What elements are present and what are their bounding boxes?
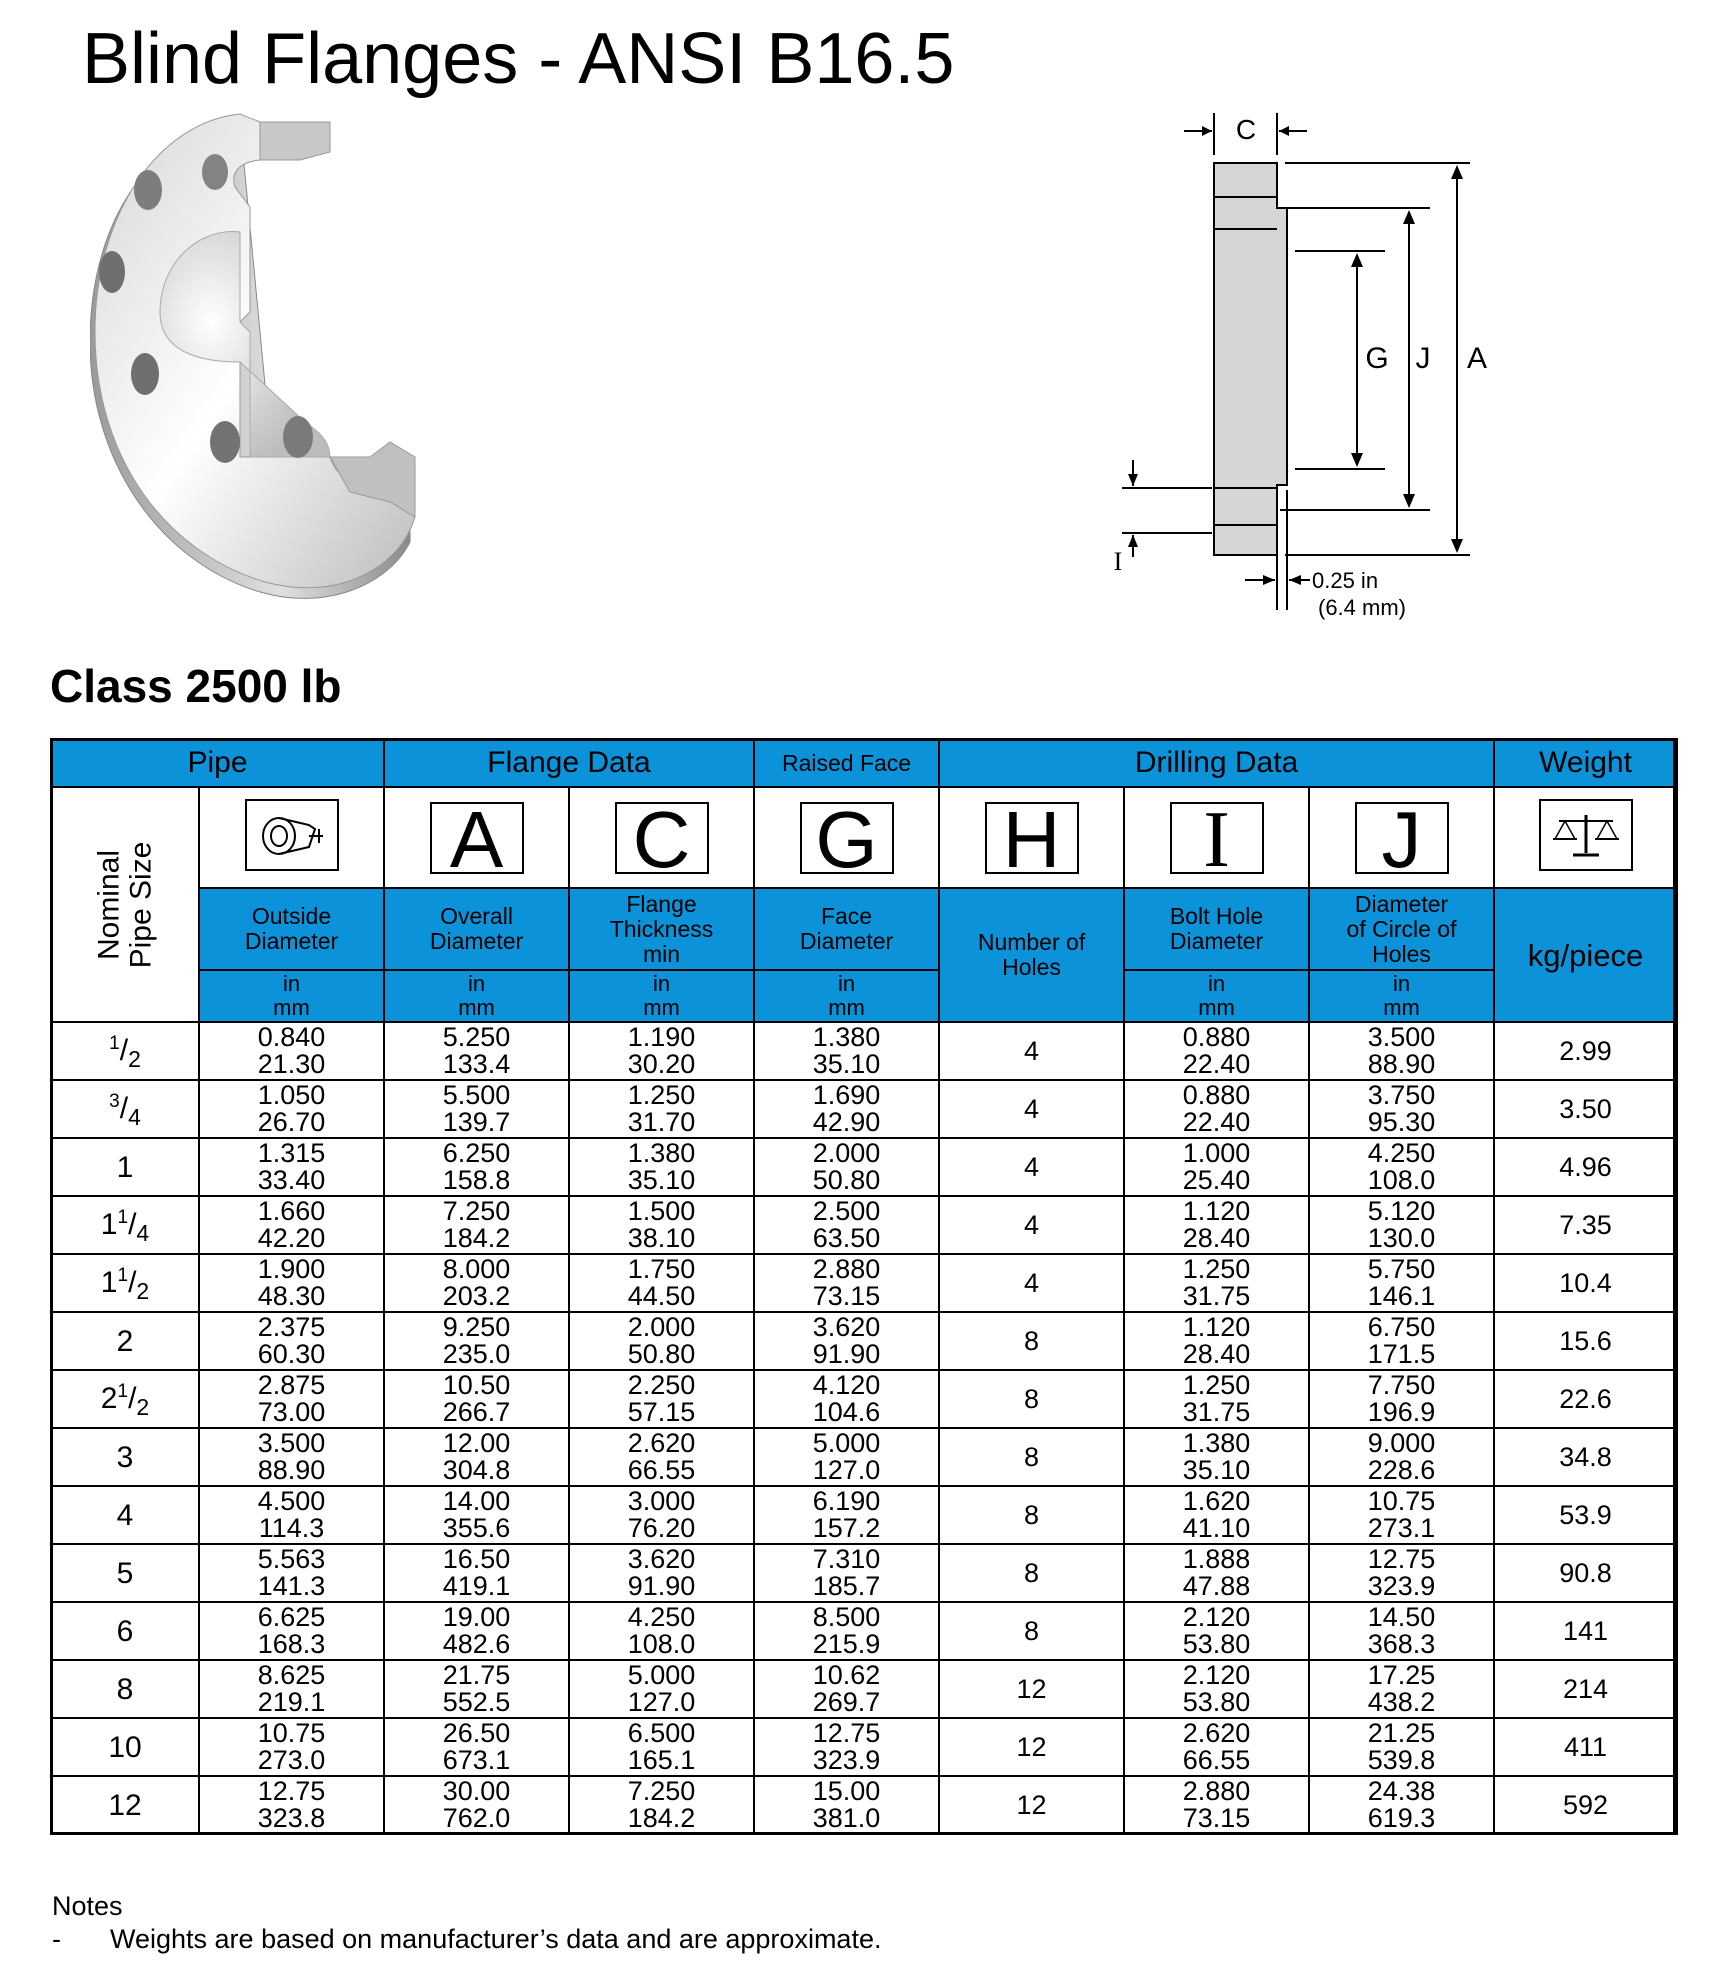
note-bullet: -: [52, 1924, 61, 1954]
cell-weight: 90.8: [1494, 1544, 1677, 1602]
cell-number-of-holes: 8: [939, 1602, 1124, 1660]
cell-weight: 141: [1494, 1602, 1677, 1660]
cell-nominal-size: 5: [51, 1544, 199, 1602]
dim-a-icon: A: [430, 802, 524, 874]
cell-overall-diameter: 6.250 158.8: [384, 1138, 569, 1196]
note-item: [52, 1923, 881, 1956]
cell-bolt-circle-diameter: 3.500 88.90: [1309, 1022, 1494, 1080]
cell-number-of-holes: 4: [939, 1022, 1124, 1080]
cell-weight: 214: [1494, 1660, 1677, 1718]
cell-nominal-size: $^3/_4$: [51, 1080, 199, 1138]
cell-flange-thickness: 3.620 91.90: [569, 1544, 754, 1602]
units-cell: in mm: [384, 970, 569, 1022]
cell-outside-diameter: 6.625 168.3: [199, 1602, 384, 1660]
table-row: [51, 1428, 1677, 1486]
cell-overall-diameter: 16.50 419.1: [384, 1544, 569, 1602]
desc-face-diameter: Face Diameter: [754, 888, 939, 970]
nps-label-line1: Nominal: [92, 849, 125, 960]
cell-number-of-holes: 12: [939, 1660, 1124, 1718]
cell-weight: 592: [1494, 1776, 1677, 1834]
cell-bolt-circle-diameter: 9.000 228.6: [1309, 1428, 1494, 1486]
pipe-icon: [245, 799, 339, 871]
cell-bolt-hole-diameter: 2.880 73.15: [1124, 1776, 1309, 1834]
cell-face-diameter: 15.00 381.0: [754, 1776, 939, 1834]
cell-outside-diameter: 2.375 60.30: [199, 1312, 384, 1370]
desc-flange-thickness: Flange Thickness min: [569, 888, 754, 970]
desc-bolt-hole-diameter: Bolt Hole Diameter: [1124, 888, 1309, 970]
table-row: [51, 1254, 1677, 1312]
cell-nominal-size: $2^1/_2$: [51, 1370, 199, 1428]
cell-number-of-holes: 8: [939, 1370, 1124, 1428]
cell-flange-thickness: 1.190 30.20: [569, 1022, 754, 1080]
desc-bolt-circle-diameter: Diameter of Circle of Holes: [1309, 888, 1494, 970]
cell-weight: 34.8: [1494, 1428, 1677, 1486]
cell-overall-diameter: 9.250 235.0: [384, 1312, 569, 1370]
cell-flange-thickness: 1.250 31.70: [569, 1080, 754, 1138]
cell-bolt-hole-diameter: 1.000 25.40: [1124, 1138, 1309, 1196]
cell-bolt-hole-diameter: 2.120 53.80: [1124, 1602, 1309, 1660]
cell-face-diameter: 1.380 35.10: [754, 1022, 939, 1080]
cell-number-of-holes: 8: [939, 1486, 1124, 1544]
table-row: [51, 1776, 1677, 1834]
cell-flange-thickness: 2.000 50.80: [569, 1312, 754, 1370]
table-row: [51, 1544, 1677, 1602]
flange-illustration: [90, 112, 510, 612]
cell-outside-diameter: 1.900 48.30: [199, 1254, 384, 1312]
raised-face-note-mm: (6.4 mm): [1318, 595, 1406, 620]
cell-bolt-circle-diameter: 5.750 146.1: [1309, 1254, 1494, 1312]
cell-flange-thickness: 1.380 35.10: [569, 1138, 754, 1196]
cell-number-of-holes: 4: [939, 1080, 1124, 1138]
cell-face-diameter: 6.190 157.2: [754, 1486, 939, 1544]
cell-face-diameter: 7.310 185.7: [754, 1544, 939, 1602]
cell-number-of-holes: 8: [939, 1312, 1124, 1370]
cell-number-of-holes: 4: [939, 1196, 1124, 1254]
scale-icon: [1539, 799, 1633, 871]
cell-weight: 7.35: [1494, 1196, 1677, 1254]
cell-overall-diameter: 7.250 184.2: [384, 1196, 569, 1254]
cell-face-diameter: 2.500 63.50: [754, 1196, 939, 1254]
cell-nominal-size: 6: [51, 1602, 199, 1660]
cell-nominal-size: $1^1/_4$: [51, 1196, 199, 1254]
cell-bolt-hole-diameter: 2.120 53.80: [1124, 1660, 1309, 1718]
cell-nominal-size: 1: [51, 1138, 199, 1196]
page-title: Blind Flanges - ANSI B16.5: [82, 19, 955, 99]
dim-i-icon: I: [1170, 802, 1264, 874]
cell-face-diameter: 2.000 50.80: [754, 1138, 939, 1196]
cell-nominal-size: 3: [51, 1428, 199, 1486]
cell-bolt-hole-diameter: 0.880 22.40: [1124, 1022, 1309, 1080]
cell-outside-diameter: 0.840 21.30: [199, 1022, 384, 1080]
cell-flange-thickness: 6.500 165.1: [569, 1718, 754, 1776]
cell-flange-thickness: 2.620 66.55: [569, 1428, 754, 1486]
table-row: [51, 1718, 1677, 1776]
cell-bolt-circle-diameter: 7.750 196.9: [1309, 1370, 1494, 1428]
cell-number-of-holes: 4: [939, 1138, 1124, 1196]
table-row: [51, 1486, 1677, 1544]
cell-nominal-size: 4: [51, 1486, 199, 1544]
units-cell: in mm: [199, 970, 384, 1022]
cell-flange-thickness: 7.250 184.2: [569, 1776, 754, 1834]
cell-bolt-hole-diameter: 1.380 35.10: [1124, 1428, 1309, 1486]
cell-overall-diameter: 26.50 673.1: [384, 1718, 569, 1776]
cell-outside-diameter: 10.75 273.0: [199, 1718, 384, 1776]
flange-spec-table: [50, 738, 1678, 1835]
group-raised-face: Raised Face: [754, 739, 939, 787]
cell-bolt-hole-diameter: 1.120 28.40: [1124, 1196, 1309, 1254]
cell-bolt-circle-diameter: 24.38 619.3: [1309, 1776, 1494, 1834]
cell-nominal-size: $1^1/_2$: [51, 1254, 199, 1312]
cell-face-diameter: 5.000 127.0: [754, 1428, 939, 1486]
units-cell: in mm: [754, 970, 939, 1022]
cell-overall-diameter: 8.000 203.2: [384, 1254, 569, 1312]
label-g: G: [1365, 342, 1389, 375]
desc-outside-diameter: Outside Diameter: [199, 888, 384, 970]
table-row: [51, 1602, 1677, 1660]
group-drilling-data: Drilling Data: [939, 739, 1494, 787]
table-row: [51, 1370, 1677, 1428]
notes-heading: Notes: [52, 1891, 123, 1921]
cell-number-of-holes: 12: [939, 1776, 1124, 1834]
cell-flange-thickness: 1.750 44.50: [569, 1254, 754, 1312]
icon-row: [51, 787, 1677, 888]
cell-bolt-hole-diameter: 1.120 28.40: [1124, 1312, 1309, 1370]
units-cell: in mm: [1124, 970, 1309, 1022]
cell-weight: 53.9: [1494, 1486, 1677, 1544]
group-header-row: [51, 739, 1677, 787]
units-cell: in mm: [569, 970, 754, 1022]
cell-bolt-hole-diameter: 2.620 66.55: [1124, 1718, 1309, 1776]
table-row: [51, 1660, 1677, 1718]
cell-face-diameter: 8.500 215.9: [754, 1602, 939, 1660]
cell-weight: 10.4: [1494, 1254, 1677, 1312]
cell-number-of-holes: 4: [939, 1254, 1124, 1312]
cell-flange-thickness: 1.500 38.10: [569, 1196, 754, 1254]
cell-number-of-holes: 8: [939, 1544, 1124, 1602]
table-row: [51, 1022, 1677, 1080]
cell-outside-diameter: 5.563 141.3: [199, 1544, 384, 1602]
cell-bolt-hole-diameter: 1.620 41.10: [1124, 1486, 1309, 1544]
desc-number-of-holes: Number of Holes: [939, 888, 1124, 1022]
group-flange-data: Flange Data: [384, 739, 754, 787]
cell-bolt-circle-diameter: 5.120 130.0: [1309, 1196, 1494, 1254]
cell-flange-thickness: 4.250 108.0: [569, 1602, 754, 1660]
cell-outside-diameter: 1.050 26.70: [199, 1080, 384, 1138]
cell-weight: 2.99: [1494, 1022, 1677, 1080]
description-row: [51, 888, 1677, 970]
cell-nominal-size: 8: [51, 1660, 199, 1718]
units-row: [51, 970, 1677, 1022]
cell-outside-diameter: 1.660 42.20: [199, 1196, 384, 1254]
cell-nominal-size: 10: [51, 1718, 199, 1776]
class-title: Class 2500 lb: [50, 660, 342, 712]
cell-bolt-hole-diameter: 1.888 47.88: [1124, 1544, 1309, 1602]
cell-outside-diameter: 12.75 323.8: [199, 1776, 384, 1834]
cell-weight: 3.50: [1494, 1080, 1677, 1138]
cell-face-diameter: 10.62 269.7: [754, 1660, 939, 1718]
nps-header: [51, 787, 199, 1022]
cell-nominal-size: 2: [51, 1312, 199, 1370]
cell-outside-diameter: 1.315 33.40: [199, 1138, 384, 1196]
cell-number-of-holes: 12: [939, 1718, 1124, 1776]
desc-overall-diameter: Overall Diameter: [384, 888, 569, 970]
cell-nominal-size: $^1/_2$: [51, 1022, 199, 1080]
cell-bolt-circle-diameter: 12.75 323.9: [1309, 1544, 1494, 1602]
cell-overall-diameter: 12.00 304.8: [384, 1428, 569, 1486]
cell-nominal-size: 12: [51, 1776, 199, 1834]
cell-overall-diameter: 10.50 266.7: [384, 1370, 569, 1428]
cell-bolt-circle-diameter: 6.750 171.5: [1309, 1312, 1494, 1370]
cell-face-diameter: 2.880 73.15: [754, 1254, 939, 1312]
cell-overall-diameter: 19.00 482.6: [384, 1602, 569, 1660]
label-j: J: [1415, 342, 1431, 375]
units-cell: in mm: [1309, 970, 1494, 1022]
cell-face-diameter: 4.120 104.6: [754, 1370, 939, 1428]
cell-number-of-holes: 8: [939, 1428, 1124, 1486]
cell-bolt-circle-diameter: 21.25 539.8: [1309, 1718, 1494, 1776]
cell-bolt-circle-diameter: 10.75 273.1: [1309, 1486, 1494, 1544]
label-i: I: [1113, 547, 1123, 576]
flange-dimension-diagram: [1100, 105, 1520, 645]
table-row: [51, 1138, 1677, 1196]
cell-weight: 4.96: [1494, 1138, 1677, 1196]
cell-face-diameter: 12.75 323.9: [754, 1718, 939, 1776]
cell-bolt-hole-diameter: 0.880 22.40: [1124, 1080, 1309, 1138]
cell-flange-thickness: 3.000 76.20: [569, 1486, 754, 1544]
note-text: Weights are based on manufacturer’s data and are approximate.: [110, 1924, 882, 1954]
cell-bolt-hole-diameter: 1.250 31.75: [1124, 1370, 1309, 1428]
cell-weight: 15.6: [1494, 1312, 1677, 1370]
dim-j-icon: J: [1355, 802, 1449, 874]
label-a: A: [1466, 342, 1488, 375]
cell-overall-diameter: 30.00 762.0: [384, 1776, 569, 1834]
cell-overall-diameter: 5.250 133.4: [384, 1022, 569, 1080]
cell-bolt-circle-diameter: 14.50 368.3: [1309, 1602, 1494, 1660]
cell-bolt-circle-diameter: 4.250 108.0: [1309, 1138, 1494, 1196]
cell-outside-diameter: 8.625 219.1: [199, 1660, 384, 1718]
table-body: [51, 1022, 1677, 1834]
group-pipe: Pipe: [51, 739, 384, 787]
cell-outside-diameter: 4.500 114.3: [199, 1486, 384, 1544]
cell-face-diameter: 1.690 42.90: [754, 1080, 939, 1138]
cell-face-diameter: 3.620 91.90: [754, 1312, 939, 1370]
raised-face-note-in: 0.25 in: [1312, 568, 1379, 593]
cell-bolt-hole-diameter: 1.250 31.75: [1124, 1254, 1309, 1312]
desc-weight-unit: kg/piece: [1494, 888, 1677, 1022]
dim-h-icon: H: [985, 802, 1079, 874]
table-row: [51, 1196, 1677, 1254]
cell-outside-diameter: 3.500 88.90: [199, 1428, 384, 1486]
cell-weight: 411: [1494, 1718, 1677, 1776]
nps-label-line2: Pipe Size: [124, 841, 157, 968]
cell-weight: 22.6: [1494, 1370, 1677, 1428]
dim-g-icon: G: [800, 802, 894, 874]
cell-outside-diameter: 2.875 73.00: [199, 1370, 384, 1428]
label-c: C: [1235, 114, 1257, 145]
cell-overall-diameter: 14.00 355.6: [384, 1486, 569, 1544]
cell-flange-thickness: 5.000 127.0: [569, 1660, 754, 1718]
cell-flange-thickness: 2.250 57.15: [569, 1370, 754, 1428]
cell-bolt-circle-diameter: 17.25 438.2: [1309, 1660, 1494, 1718]
table-row: [51, 1080, 1677, 1138]
cell-overall-diameter: 21.75 552.5: [384, 1660, 569, 1718]
cell-overall-diameter: 5.500 139.7: [384, 1080, 569, 1138]
table-row: [51, 1312, 1677, 1370]
dim-c-icon: C: [615, 802, 709, 874]
group-weight: Weight: [1494, 739, 1677, 787]
notes: [52, 1890, 881, 1956]
cell-bolt-circle-diameter: 3.750 95.30: [1309, 1080, 1494, 1138]
